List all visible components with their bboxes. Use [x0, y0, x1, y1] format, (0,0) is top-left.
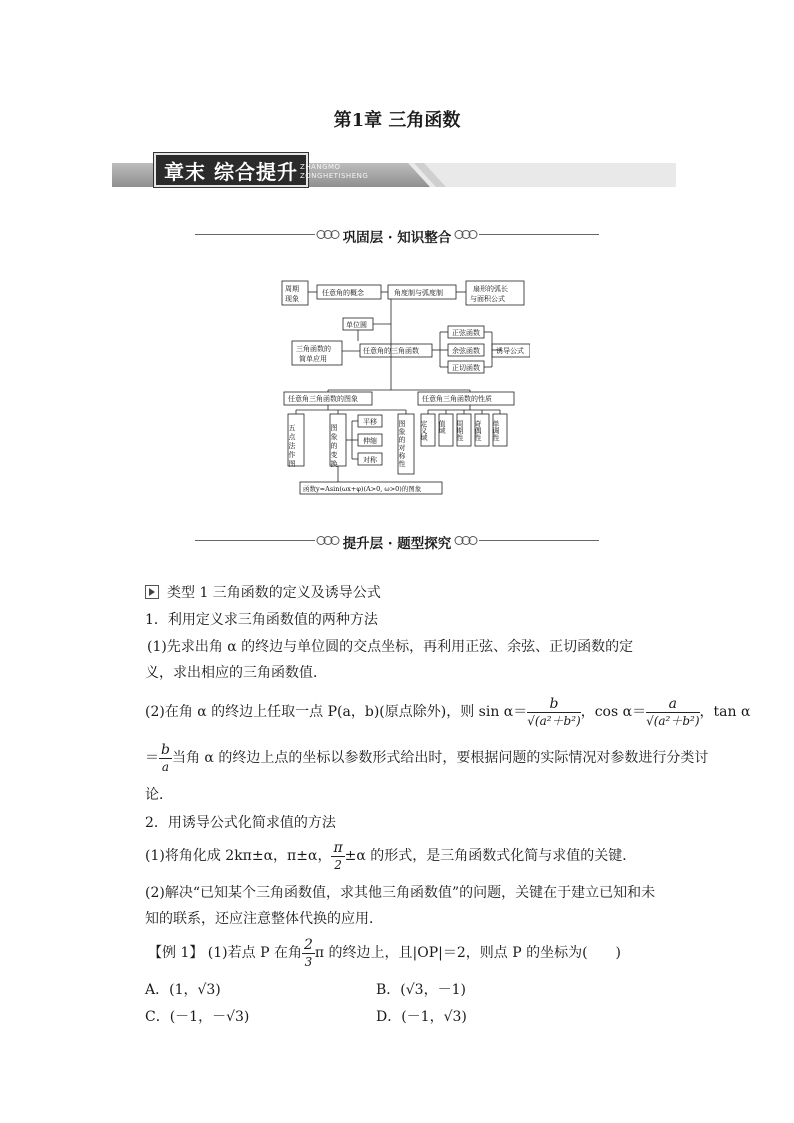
fraction: $\frac{b}{\text{√(a²＋b²)}}$ — [527, 695, 581, 728]
diagram-node: 单调性 — [492, 420, 500, 441]
option-b[interactable]: B．(√3，－1) — [376, 982, 466, 998]
text-run: ＝ — [145, 750, 159, 766]
diagram-node: 正弦函数 — [452, 329, 480, 337]
ornament-icon — [451, 535, 481, 546]
banner-subtitle — [300, 163, 368, 181]
diagram-node: 奇偶性 — [474, 420, 482, 441]
paragraph-method-2-end: 论． — [145, 787, 173, 803]
banner-stripe — [408, 163, 676, 187]
ornament-icon — [451, 229, 481, 240]
diagram-node: 单位圆 — [346, 321, 367, 329]
ornament-icon — [313, 535, 343, 546]
paragraph-title-2: 2．用诱导公式化简求值的方法 — [145, 815, 336, 831]
banner-label-a: 章末 — [164, 159, 206, 184]
option-a[interactable]: A．(1，√3) — [145, 982, 221, 998]
diagram-node: 图象的对称性 — [398, 420, 406, 468]
diagram-node: 角度制与弧度制 — [394, 289, 443, 297]
banner-label — [154, 153, 308, 187]
diagram-node: 余弦函数 — [452, 347, 480, 355]
diagram-node: 任意角的三角函数 — [363, 347, 419, 355]
diagram-node: 值域 — [438, 420, 446, 434]
paragraph-method-2 — [145, 692, 751, 732]
option-d[interactable]: D．(－1，√3) — [376, 1009, 467, 1025]
diagram-node: 图象的变换 — [330, 424, 338, 469]
chapter-banner — [112, 153, 676, 189]
diagram-node: 伸缩 — [363, 437, 377, 445]
type-heading — [145, 582, 381, 602]
diagram-node: 任意角三角函数的性质 — [422, 395, 492, 403]
paragraph-induction-2: (2)解决“已知某个三角函数值，求其他三角函数值”的问题，关键在于建立已知和未知的联系，还应注意整体代换的应用． — [145, 885, 656, 927]
fraction: $\frac{\pi}{2}$ — [333, 839, 343, 872]
diagram-node: 任意角三角函数的图象 — [288, 395, 358, 403]
text-run: (2)在角 α 的终边上任取一点 P(a，b)(原点除外)，则 sin α＝ — [145, 704, 528, 720]
type-heading-text: 类型 1 三角函数的定义及诱导公式 — [167, 585, 381, 601]
ornament-icon — [313, 229, 343, 240]
knowledge-diagram — [270, 278, 530, 498]
fraction: $\frac{2}{3}$ — [303, 936, 313, 969]
diagram-node: 平移 — [363, 418, 377, 426]
banner-sub-2: ZONGHETISHENG — [300, 172, 369, 180]
section-title-1: 巩固层 · 知识整合 — [342, 230, 452, 246]
example-1 — [148, 935, 660, 971]
diagram-node: 诱导公式 — [496, 347, 524, 355]
text-run: ，tan α — [699, 704, 751, 720]
play-triangle-icon — [145, 585, 159, 599]
paragraph-title-1: 1．利用定义求三角函数值的两种方法 — [145, 612, 378, 628]
banner-sub-1: ZHANGMO — [300, 163, 341, 171]
chapter-title: 第1章 三角函数 — [333, 110, 461, 131]
section-header-1 — [0, 226, 794, 246]
diagram-node: 周期性 — [456, 420, 464, 441]
diagram-node: 三角函数的简单应用 — [296, 345, 331, 363]
text-run: π 的终边上，且|OP|＝2，则点 P 的坐标为( ) — [314, 945, 622, 961]
fraction: $\frac{b}{a}$ — [161, 741, 170, 774]
diagram-node: 扇形的弧长与面积公式 — [470, 285, 508, 303]
text-run: 【例 1】 (1)若点 P 在角 — [148, 945, 302, 961]
banner-label-b: 综合提升 — [214, 159, 298, 184]
diagram-node: 五点法作图 — [288, 424, 296, 469]
diagram-node: 定义域 — [420, 420, 428, 441]
diagram-node: 正切函数 — [452, 364, 480, 372]
paragraph-method-2-cont — [145, 738, 709, 778]
section-title-2: 提升层 · 题型探究 — [342, 536, 452, 552]
text-run: ±α 的形式，是三角函数式化简与求值的关键． — [344, 848, 637, 864]
fraction: $\frac{a}{\text{√(a²＋b²)}}$ — [646, 695, 700, 728]
text-run: (1)将角化成 2kπ±α，π±α， — [145, 848, 332, 864]
text-run: ，cos α＝ — [580, 704, 647, 720]
diagram-node: 任意角的概念 — [322, 289, 364, 297]
diagram-node: 函数y=Asin(ωx+φ)(A>0, ω>0)的图象 — [303, 485, 422, 493]
diagram-node: 对称 — [363, 456, 377, 464]
diagram-node: 周期现象 — [285, 285, 299, 303]
section-header-2 — [0, 532, 794, 552]
paragraph-method-1: (1)先求出角 α 的终边与单位圆的交点坐标，再利用正弦、余弦、正切函数的定义，求出相应的三角函数值． — [145, 639, 634, 681]
option-c[interactable]: C．(－1，－√3) — [145, 1009, 250, 1025]
text-run: 当角 α 的终边上点的坐标以参数形式给出时，要根据问题的实际情况对参数进行分类讨 — [171, 750, 709, 766]
paragraph-induction-1 — [145, 838, 657, 874]
